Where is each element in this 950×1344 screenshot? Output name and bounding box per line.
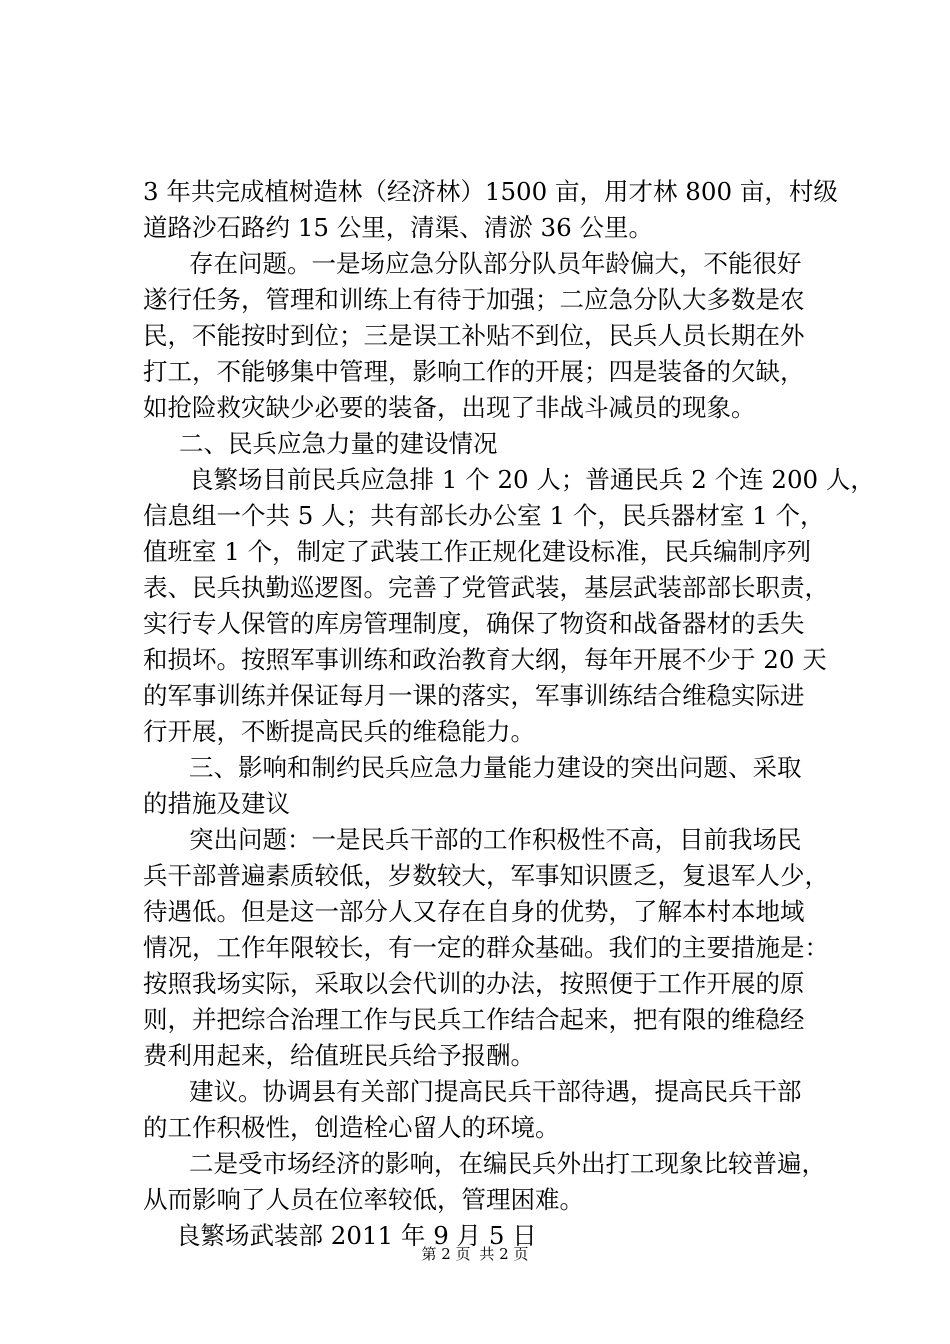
section-heading: 三、影响和制约民兵应急力量能力建设的突出问题、采取 bbox=[189, 753, 802, 782]
text-line: 如抢险救灾缺少必要的装备，出现了非战斗减员的现象。 bbox=[143, 393, 756, 422]
paragraph-start-line: 二是受市场经济的影响，在编民兵外出打工现象比较普遍， bbox=[189, 1149, 826, 1178]
paragraph-start-line: 突出问题：一是民兵干部的工作积极性不高，目前我场民 bbox=[189, 825, 802, 854]
text-line: 实行专人保管的库房管理制度，确保了物资和战备器材的丢失 bbox=[143, 609, 805, 638]
text-line: 从而影响了人员在位率较低，管理困难。 bbox=[143, 1185, 584, 1214]
text-line: 则，并把综合治理工作与民兵工作结合起来，把有限的维稳经 bbox=[143, 1005, 805, 1034]
section-heading-continued: 的措施及建议 bbox=[143, 789, 290, 818]
text-line: 兵干部普遍素质较低，岁数较大，军事知识匮乏，复退军人少， bbox=[143, 861, 829, 890]
page-total: 共 2 页 bbox=[479, 1245, 529, 1263]
text-line: 遂行任务，管理和训练上有待于加强；二应急分队大多数是农 bbox=[143, 285, 805, 314]
paragraph-start-line: 存在问题。一是场应急分队部分队员年龄偏大，不能很好 bbox=[189, 249, 802, 278]
text-line: 情况，工作年限较长，有一定的群众基础。我们的主要措施是： bbox=[143, 933, 829, 962]
text-line: 信息组一个共 5 人；共有部长办公室 1 个，民兵器材室 1 个， bbox=[143, 501, 825, 530]
paragraph-start-line: 建议。协调县有关部门提高民兵干部待遇，提高民兵干部 bbox=[189, 1077, 802, 1106]
text-line: 打工，不能够集中管理，影响工作的开展；四是装备的欠缺， bbox=[143, 357, 805, 386]
page-footer bbox=[0, 1244, 950, 1264]
text-line: 待遇低。但是这一部分人又存在自身的优势，了解本村本地域 bbox=[143, 897, 805, 926]
paragraph-start-line: 良繁场目前民兵应急排 1 个 20 人；普通民兵 2 个连 200 人， bbox=[189, 465, 875, 494]
text-line: 的军事训练并保证每月一课的落实，军事训练结合维稳实际进 bbox=[143, 681, 805, 710]
text-line: 3 年共完成植树造林（经济林）1500 亩，用才林 800 亩，村级 bbox=[143, 177, 838, 206]
text-line: 按照我场实际，采取以会代训的办法，按照便于工作开展的原 bbox=[143, 969, 805, 998]
text-line: 表、民兵执勤巡逻图。完善了党管武装，基层武装部部长职责， bbox=[143, 573, 829, 602]
text-line: 和损坏。按照军事训练和政治教育大纲，每年开展不少于 20 天 bbox=[143, 645, 827, 674]
text-line: 道路沙石路约 15 公里，清渠、清淤 36 公里。 bbox=[143, 213, 654, 242]
text-line: 民，不能按时到位；三是误工补贴不到位，民兵人员长期在外 bbox=[143, 321, 805, 350]
text-line: 费利用起来，给值班民兵给予报酬。 bbox=[143, 1041, 535, 1070]
text-line: 行开展，不断提高民兵的维稳能力。 bbox=[143, 717, 535, 746]
page-number: 第 2 页 bbox=[421, 1245, 471, 1263]
text-line: 的工作积极性，创造栓心留人的环境。 bbox=[143, 1113, 560, 1142]
signature-line: 良繁场武装部 2011 年 9 月 5 日 bbox=[176, 1221, 537, 1250]
section-heading: 二、民兵应急力量的建设情况 bbox=[179, 429, 498, 458]
text-line: 值班室 1 个，制定了武装工作正规化建设标准，民兵编制序列 bbox=[143, 537, 812, 566]
